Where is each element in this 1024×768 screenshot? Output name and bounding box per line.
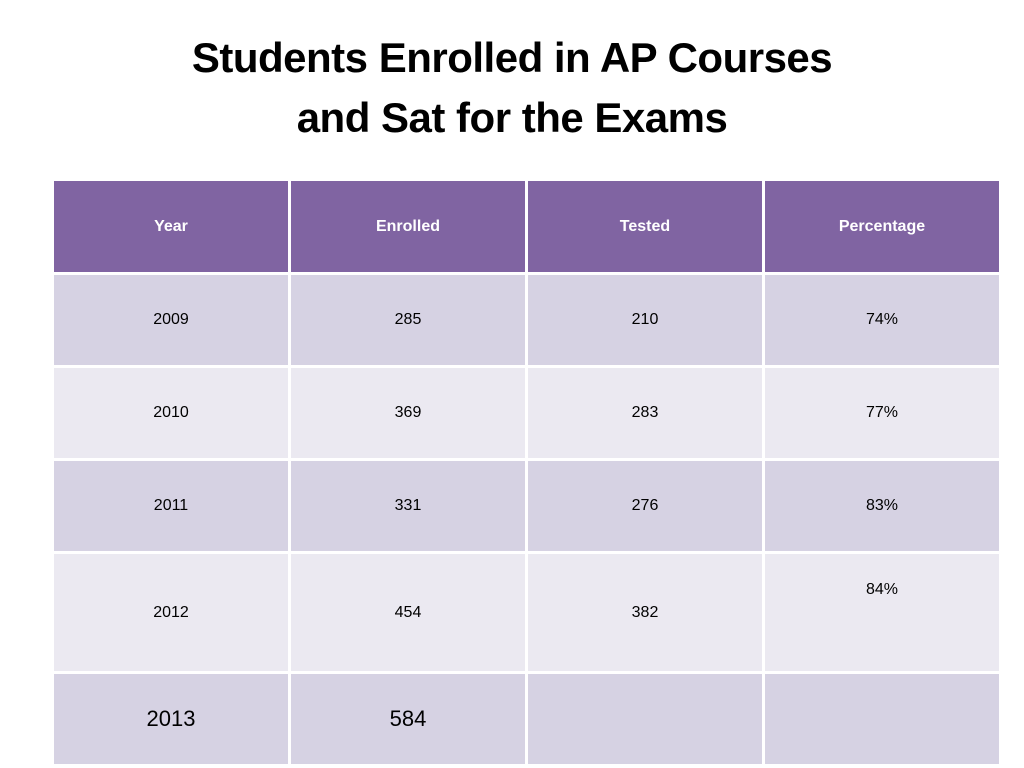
header-tested: Tested xyxy=(527,180,764,274)
slide-title-line-2: and Sat for the Exams xyxy=(296,94,728,141)
cell-enrolled: 331 xyxy=(290,460,527,553)
cell-tested: 382 xyxy=(527,553,764,673)
cell-year: 2010 xyxy=(53,367,290,460)
cell-tested: 210 xyxy=(527,274,764,367)
cell-year: 2012 xyxy=(53,553,290,673)
cell-enrolled: 285 xyxy=(290,274,527,367)
table-row xyxy=(53,367,1001,460)
table-row xyxy=(53,553,1001,673)
cell-enrolled-highlight: 584 xyxy=(290,673,527,766)
cell-enrolled: 454 xyxy=(290,553,527,673)
cell-year: 2011 xyxy=(53,460,290,553)
header-enrolled: Enrolled xyxy=(290,180,527,274)
cell-percentage: 84% xyxy=(764,553,1001,673)
cell-percentage: 74% xyxy=(764,274,1001,367)
cell-percentage: 83% xyxy=(764,460,1001,553)
header-row xyxy=(53,180,1001,274)
cell-percentage: 77% xyxy=(764,367,1001,460)
table-row xyxy=(53,460,1001,553)
slide-title-line-1: Students Enrolled in AP Courses xyxy=(191,34,833,81)
cell-tested: 283 xyxy=(527,367,764,460)
table-row xyxy=(53,673,1001,766)
header-percentage: Percentage xyxy=(764,180,1001,274)
table-body xyxy=(53,274,1001,766)
cell-year: 2013 xyxy=(53,673,290,766)
table-row xyxy=(53,274,1001,367)
table-header xyxy=(53,180,1001,274)
slide-title xyxy=(0,28,1024,148)
enrollment-table xyxy=(51,178,1002,767)
cell-year: 2009 xyxy=(53,274,290,367)
cell-enrolled: 369 xyxy=(290,367,527,460)
cell-tested xyxy=(527,673,764,766)
cell-percentage xyxy=(764,673,1001,766)
cell-tested: 276 xyxy=(527,460,764,553)
header-year: Year xyxy=(53,180,290,274)
